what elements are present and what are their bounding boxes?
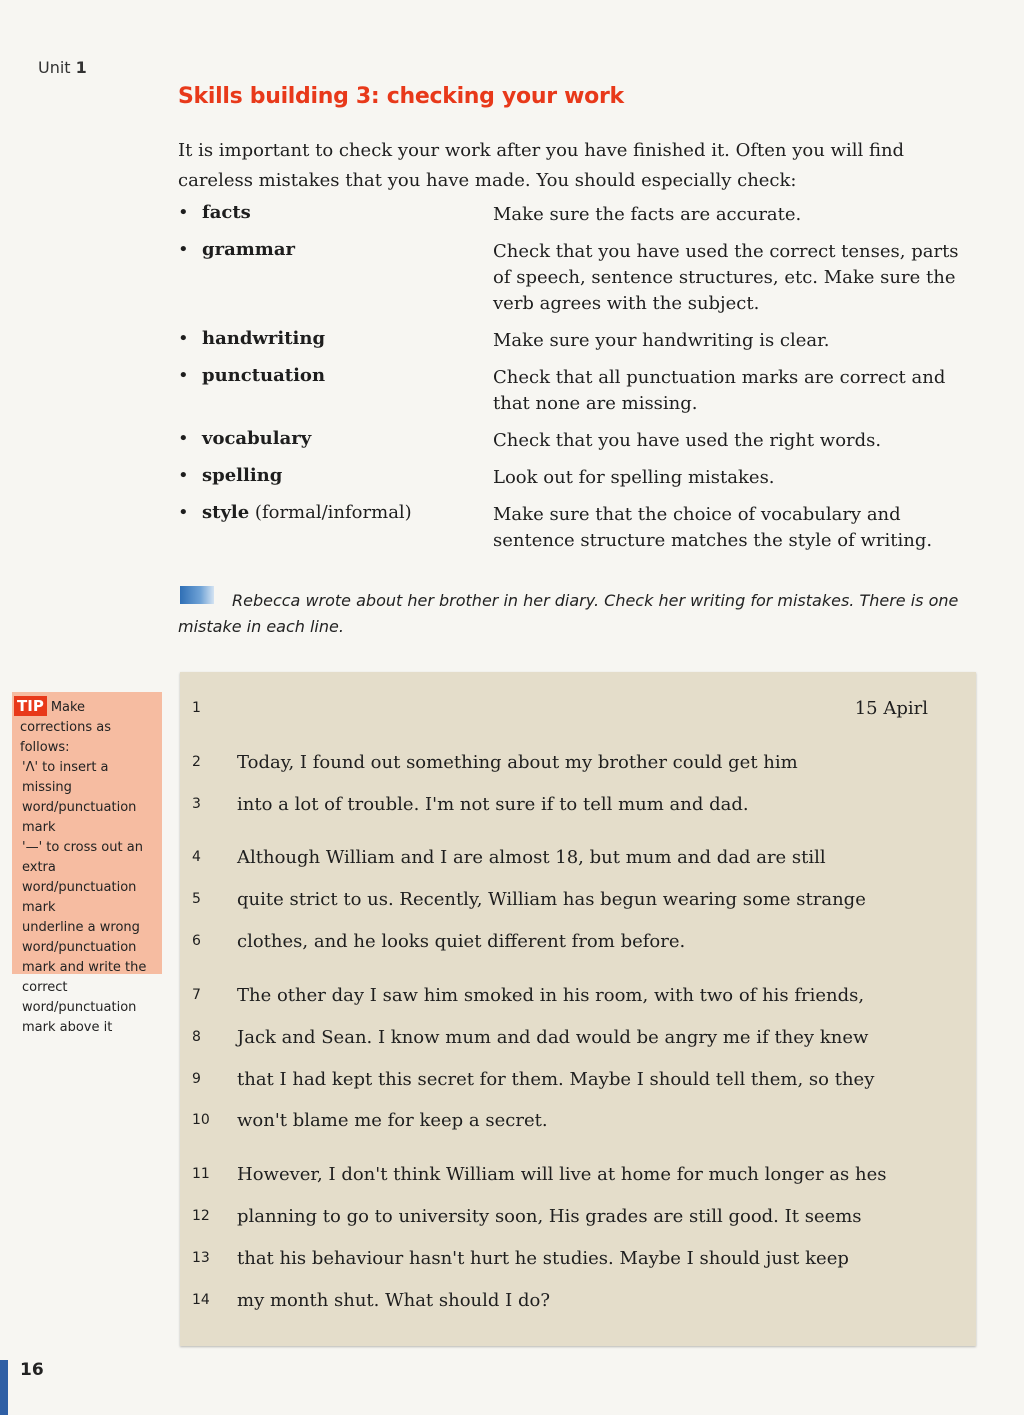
diary-box [180,672,976,1346]
checklist-desc: Make sure the facts are accurate. [493,204,802,225]
tip-label: TIP [14,696,47,716]
checklist-term: punctuation [202,365,326,386]
line-number: 1 [192,700,201,716]
line-number: 10 [192,1112,210,1128]
checklist-item [178,465,978,491]
tip-item: 'Λ' to insert a missing word/punctuation mark [22,760,137,835]
line-number: 13 [192,1250,210,1266]
intro-paragraph: It is important to check your work after you have finished it. Often you will find careless mistakes that you have made. You should especially check: [178,140,905,191]
checklist-item [178,328,978,354]
bullet-icon: • [178,428,189,449]
bullet-icon: • [178,239,189,260]
checklist-term: vocabulary [202,428,312,449]
tip-item: '—' to cross out an extra word/punctuation mark [22,840,143,915]
checklist-item [178,365,978,417]
line-text: The other day I saw him smoked in his room, with two of his friends, [237,985,865,1006]
line-text: won't blame me for keep a secret. [237,1110,548,1131]
checklist-term: grammar [202,239,295,260]
instruction-text: Rebecca wrote about her brother in her diary. Check her writing for mistakes. There is one mistake in each line. [178,591,959,636]
line-text: planning to go to university soon, His grades are still good. It seems [237,1206,862,1227]
checklist-term: handwriting [202,328,326,349]
line-text: quite strict to us. Recently, William has begun wearing some strange [237,889,866,910]
line-text: that I had kept this secret for them. Maybe I should tell them, so they [237,1069,875,1090]
line-number: 4 [192,849,201,865]
checklist-term-extra: (formal/informal) [249,502,412,523]
checklist-term: style [202,502,250,523]
unit-label-text: Unit [38,58,71,77]
line-number: 12 [192,1208,210,1224]
tip-intro: Make corrections as follows: [20,700,111,755]
line-text: into a lot of trouble. I'm not sure if to tell mum and dad. [237,794,749,815]
checklist-desc: Check that all punctuation marks are correct and that none are missing. [493,367,946,414]
bullet-icon: • [178,328,189,349]
checklist [178,202,978,554]
line-number: 14 [192,1292,210,1308]
checklist-desc: Make sure your handwriting is clear. [493,330,830,351]
line-number: 6 [192,933,201,949]
checklist-desc: Make sure that the choice of vocabulary and sentence structure matches the style of writing. [493,504,933,551]
tip-box [12,692,162,1035]
checklist-item [178,428,978,454]
exercise-marker-icon [180,586,214,604]
line-number: 8 [192,1029,201,1045]
line-number: 3 [192,796,201,812]
line-text: However, I don't think William will live at home for much longer as hes [237,1164,887,1185]
bullet-icon: • [178,465,189,486]
checklist-desc: Look out for spelling mistakes. [493,467,775,488]
line-number: 5 [192,891,201,907]
page-edge-bar [0,1360,8,1415]
line-text: Although William and I are almost 18, but mum and dad are still [237,847,826,868]
line-number: 2 [192,754,201,770]
page-number: 16 [20,1360,44,1380]
page-title: Skills building 3: checking your work [178,84,624,109]
line-text: clothes, and he looks quiet different from before. [237,931,686,952]
checklist-term: spelling [202,465,283,486]
bullet-icon: • [178,202,189,223]
bullet-icon: • [178,365,189,386]
checklist-item [178,502,978,554]
checklist-desc: Check that you have used the correct tenses, parts of speech, sentence structures, etc. Make sure the verb agrees with the subject. [493,241,959,314]
line-text: Jack and Sean. I know mum and dad would be angry me if they knew [237,1027,869,1048]
diary-date: 15 Apirl [854,698,928,719]
unit-label [38,58,87,77]
bullet-icon: • [178,502,189,523]
tip-item: underline a wrong word/punctuation mark and write the correct word/punctuation mark above it [22,920,147,1035]
line-number: 7 [192,987,201,1003]
line-text: Today, I found out something about my brother could get him [237,752,798,773]
checklist-item [178,202,978,228]
checklist-item [178,239,978,317]
checklist-desc: Check that you have used the right words. [493,430,882,451]
line-text: my month shut. What should I do? [237,1290,550,1311]
line-number: 9 [192,1071,201,1087]
checklist-term: facts [202,202,251,223]
line-text: that his behaviour hasn't hurt he studies. Maybe I should just keep [237,1248,849,1269]
line-number: 11 [192,1166,210,1182]
unit-number: 1 [75,58,87,77]
